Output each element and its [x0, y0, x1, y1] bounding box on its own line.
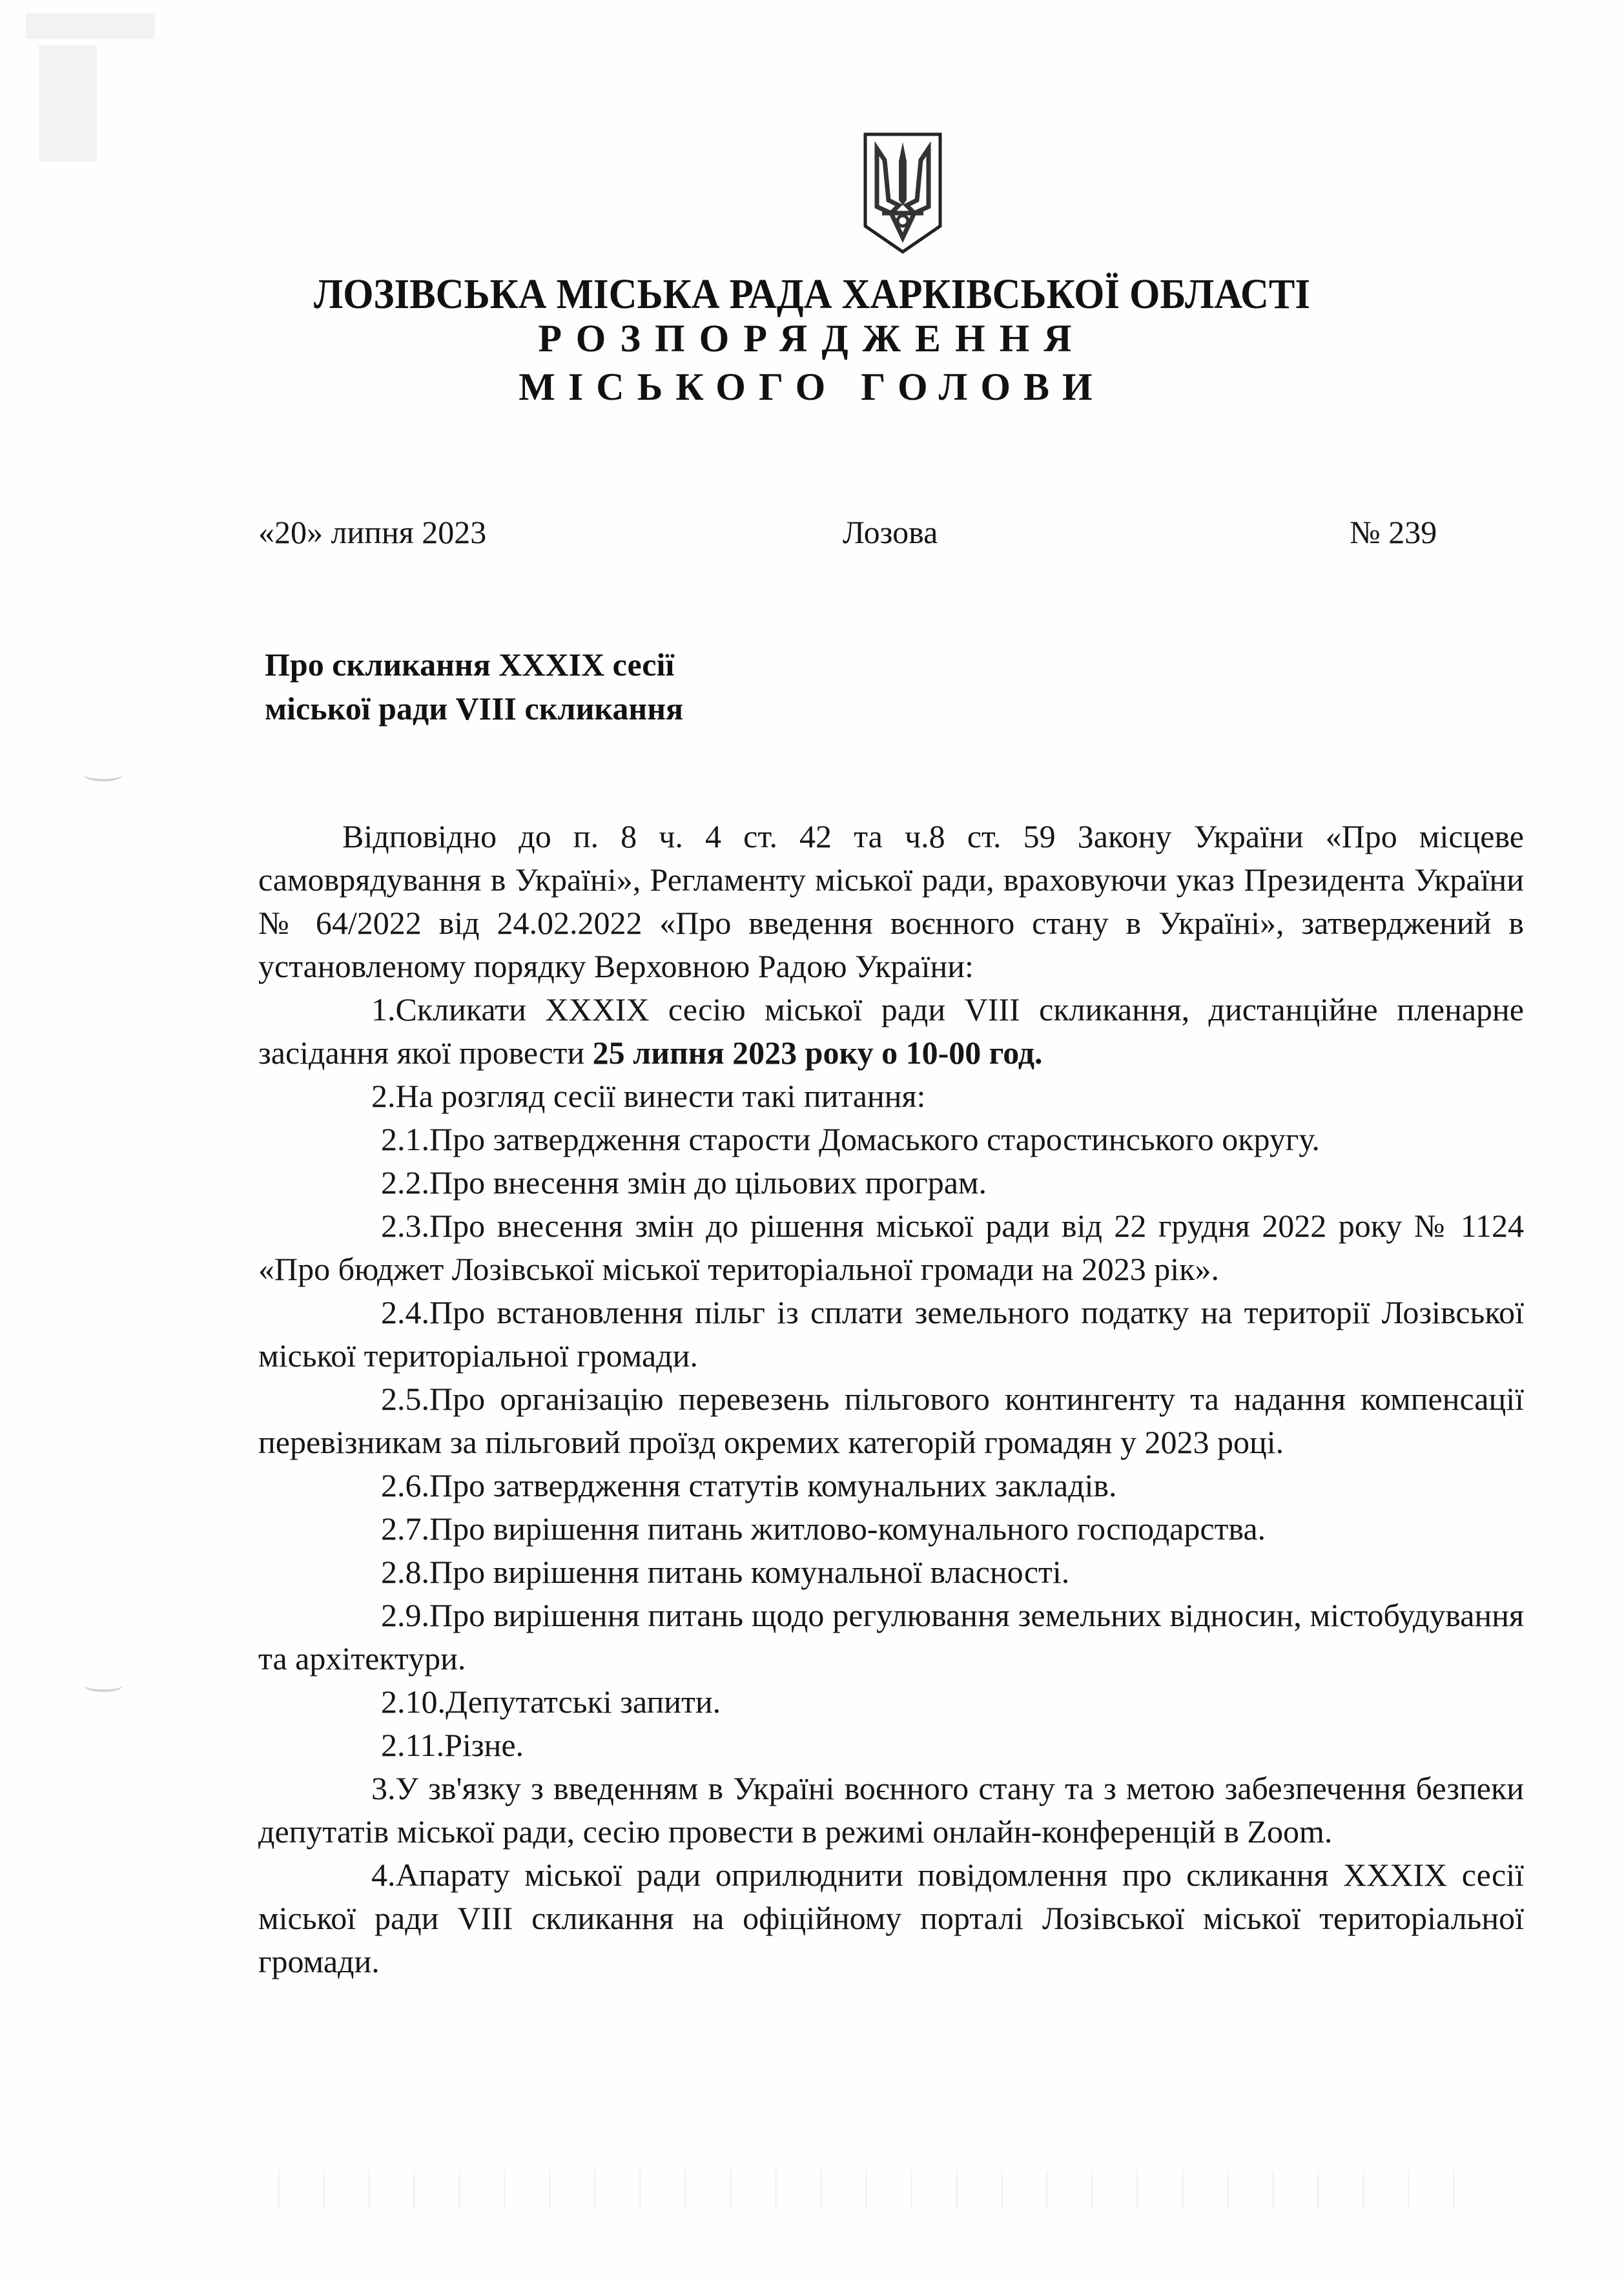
punch-hole-mark — [84, 1679, 123, 1692]
subitem-2-5: 2.5.Про організацію перевезень пільгового контингенту та надання компенсації перевізникам за пільговий проїзд окремих категорій громадян у 2023 році. — [258, 1381, 1524, 1460]
subject-line-2: міської ради VIII скликання — [265, 690, 684, 727]
subitem-2-3: 2.3.Про внесення змін до рішення міської ради від 22 грудня 2022 року № 1124 «Про бюджет Лозівської міської територіальної громади на 2023 рік». — [258, 1208, 1524, 1287]
document-city: Лозова — [843, 514, 938, 550]
subject-line-1: Про скликання ХХХІХ сесії — [265, 646, 675, 683]
item-1 — [258, 988, 1524, 1075]
subitem-2-8: 2.8.Про вирішення питань комунальної власності. — [381, 1554, 1070, 1590]
item-3: 3.У зв'язку з введенням в Україні воєнного стану та з метою забезпечення безпеки депутатів міської ради, сесію провести в режимі онлайн-конференцій в Zoom. — [258, 1770, 1524, 1850]
subitem-2-4: 2.4.Про встановлення пільг із сплати земельного податку на території Лозівської міської територіальної громади. — [258, 1294, 1524, 1374]
document-number: № 239 — [1350, 514, 1437, 550]
subitem-2-1: 2.1.Про затвердження старости Домаського старостинського округу. — [381, 1121, 1320, 1157]
item-1-text: 1.Скликати ХХХІХ сесію міської ради VIII скликання, дистанційне пленарне засідання якої провести — [258, 991, 1524, 1071]
subitem-2-7: 2.7.Про вирішення питань житлово-комунального господарства. — [381, 1511, 1266, 1547]
council-name: ЛОЗІВСЬКА МІСЬКА РАДА ХАРКІВСЬКОЇ ОБЛАСТІ — [313, 271, 1311, 318]
item-4: 4.Апарату міської ради оприлюднити повідомлення про скликання ХХХІХ сесії міської ради VIII скликання на офіційному порталі Лозівської міської територіальної громади. — [258, 1857, 1524, 1979]
document-type: РОЗПОРЯДЖЕННЯ — [538, 317, 1086, 360]
scan-smudge — [39, 45, 97, 161]
preamble-paragraph: Відповідно до п. 8 ч. 4 ст. 42 та ч.8 ст. 59 Закону України «Про місцеве самоврядування в Україні», Регламенту міської ради, враховуючи указ Президента України № 64/2022 від 24.02.2022 «Про введення воєнного стану в Україні», затверджений в установленому порядку Верховною Радою України: — [258, 818, 1524, 984]
issuer-title: МІСЬКОГО ГОЛОВИ — [519, 366, 1105, 408]
trident-emblem-icon — [851, 123, 954, 258]
document-body — [258, 815, 1524, 1983]
item-1-date: 25 липня 2023 року о 10-00 год. — [592, 1035, 1043, 1071]
subitem-2-6: 2.6.Про затвердження статутів комунальних закладів. — [381, 1467, 1117, 1503]
subitem-2-11: 2.11.Різне. — [381, 1727, 524, 1763]
subitem-2-2: 2.2.Про внесення змін до цільових програм. — [381, 1164, 987, 1201]
document-date: «20» липня 2023 — [258, 514, 487, 550]
scan-smudge — [26, 13, 155, 39]
subitem-2-9: 2.9.Про вирішення питань щодо регулювання земельних відносин, містобудування та архітектури. — [258, 1597, 1524, 1677]
punch-hole-mark — [84, 769, 123, 781]
item-2: 2.На розгляд сесії винести такі питання: — [371, 1078, 926, 1114]
subitem-2-10: 2.10.Депутатські запити. — [381, 1684, 721, 1720]
document-subject — [265, 643, 683, 730]
scan-noise — [258, 2170, 1485, 2209]
